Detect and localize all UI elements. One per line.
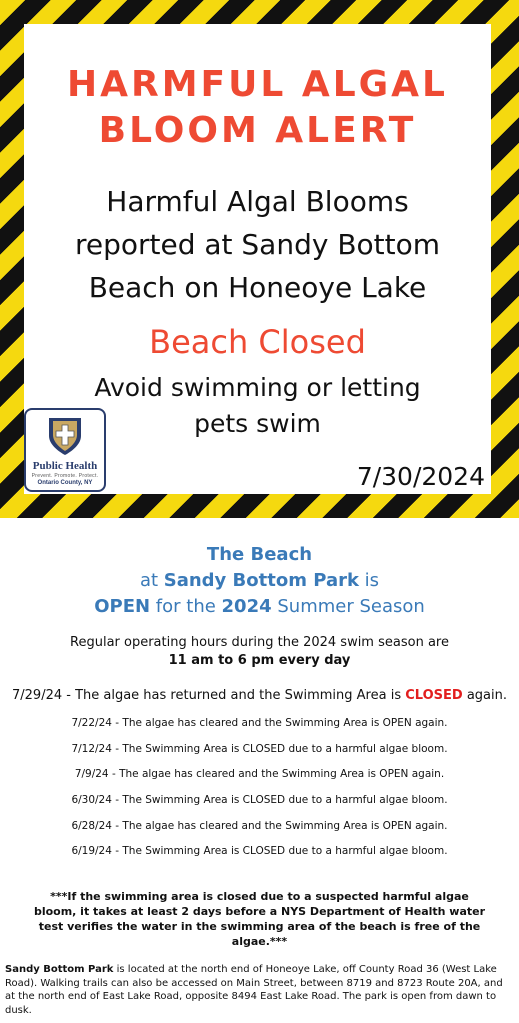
park-name: Sandy Bottom Park <box>5 964 114 975</box>
park-description: is located at the north end of Honeoye Lake, off County Road 36 (West Lake Road). Walking trails can also be accessed on Main Street, between 8719 and 8723 Route 20A, and at the north end of East Lake Road, opposite 8494 East Lake Road. The park is open from dawn to dusk. <box>5 964 503 1016</box>
alert-poster-panel <box>24 24 491 494</box>
beach-heading-line-3 <box>0 594 519 620</box>
update-history <box>0 716 519 870</box>
public-health-logo <box>24 408 106 492</box>
update-item: 7/22/24 - The algae has cleared and the Swimming Area is OPEN again. <box>71 717 448 729</box>
beach-status: Beach Closed <box>149 323 366 361</box>
water-test-notice: ***If the swimming area is closed due to a suspected harmful algae bloom, it takes at least 2 days before a NYS Department of Health water test verifies the water in the swimming area of the beach is free of the algae.*** <box>33 890 486 948</box>
latest-update-text: again. <box>462 688 507 703</box>
latest-update <box>0 688 519 703</box>
park-name-highlight: Sandy Bottom Park <box>163 570 359 591</box>
beach-heading-text: is <box>358 570 380 591</box>
hours-times: 11 am to 6 pm every day <box>168 653 351 668</box>
beach-heading-line-2 <box>0 568 519 594</box>
closed-status: CLOSED <box>405 688 463 703</box>
open-highlight: OPEN <box>94 596 151 617</box>
update-item: 6/28/24 - The algae has cleared and the Swimming Area is OPEN again. <box>71 819 448 832</box>
beach-heading-text: at <box>139 570 164 591</box>
update-item: 6/30/24 - The Swimming Area is CLOSED due to a harmful algae bloom. <box>71 794 448 807</box>
logo-county: Ontario County, NY <box>37 480 93 486</box>
operating-hours <box>0 634 519 670</box>
alert-title-line-2: BLOOM ALERT <box>98 110 417 151</box>
poster-date: 7/30/2024 <box>356 462 485 491</box>
advice-line-1: Avoid swimming or letting <box>94 373 421 402</box>
beach-status-heading <box>0 542 519 620</box>
beach-heading-text: Summer Season <box>271 596 425 617</box>
logo-tagline: Prevent. Promote. Protect. <box>31 473 99 479</box>
alert-title <box>24 62 491 154</box>
beach-heading-text: for the <box>150 596 222 617</box>
alert-message-line-2: reported at Sandy Bottom <box>74 228 441 261</box>
beach-heading-line-1: The Beach <box>206 544 313 565</box>
update-item: 7/12/24 - The Swimming Area is CLOSED due to a harmful algae bloom. <box>71 742 448 755</box>
alert-message <box>24 180 491 309</box>
park-location-info <box>5 963 514 1017</box>
alert-title-line-1: HARMFUL ALGAL <box>67 64 448 105</box>
shield-icon <box>45 414 85 458</box>
logo-name: Public Health <box>32 460 98 472</box>
year-highlight: 2024 <box>221 596 272 617</box>
hours-intro: Regular operating hours during the 2024 swim season are <box>70 635 449 650</box>
latest-update-text: 7/29/24 - The algae has returned and the Swimming Area is <box>12 688 406 703</box>
update-item: 7/9/24 - The algae has cleared and the Swimming Area is OPEN again. <box>74 768 445 781</box>
update-item: 6/19/24 - The Swimming Area is CLOSED due to a harmful algae bloom. <box>71 845 448 858</box>
alert-message-line-3: Beach on Honeoye Lake <box>88 271 427 304</box>
alert-message-line-1: Harmful Algal Blooms <box>106 185 409 218</box>
advice-line-2: pets swim <box>194 409 321 438</box>
